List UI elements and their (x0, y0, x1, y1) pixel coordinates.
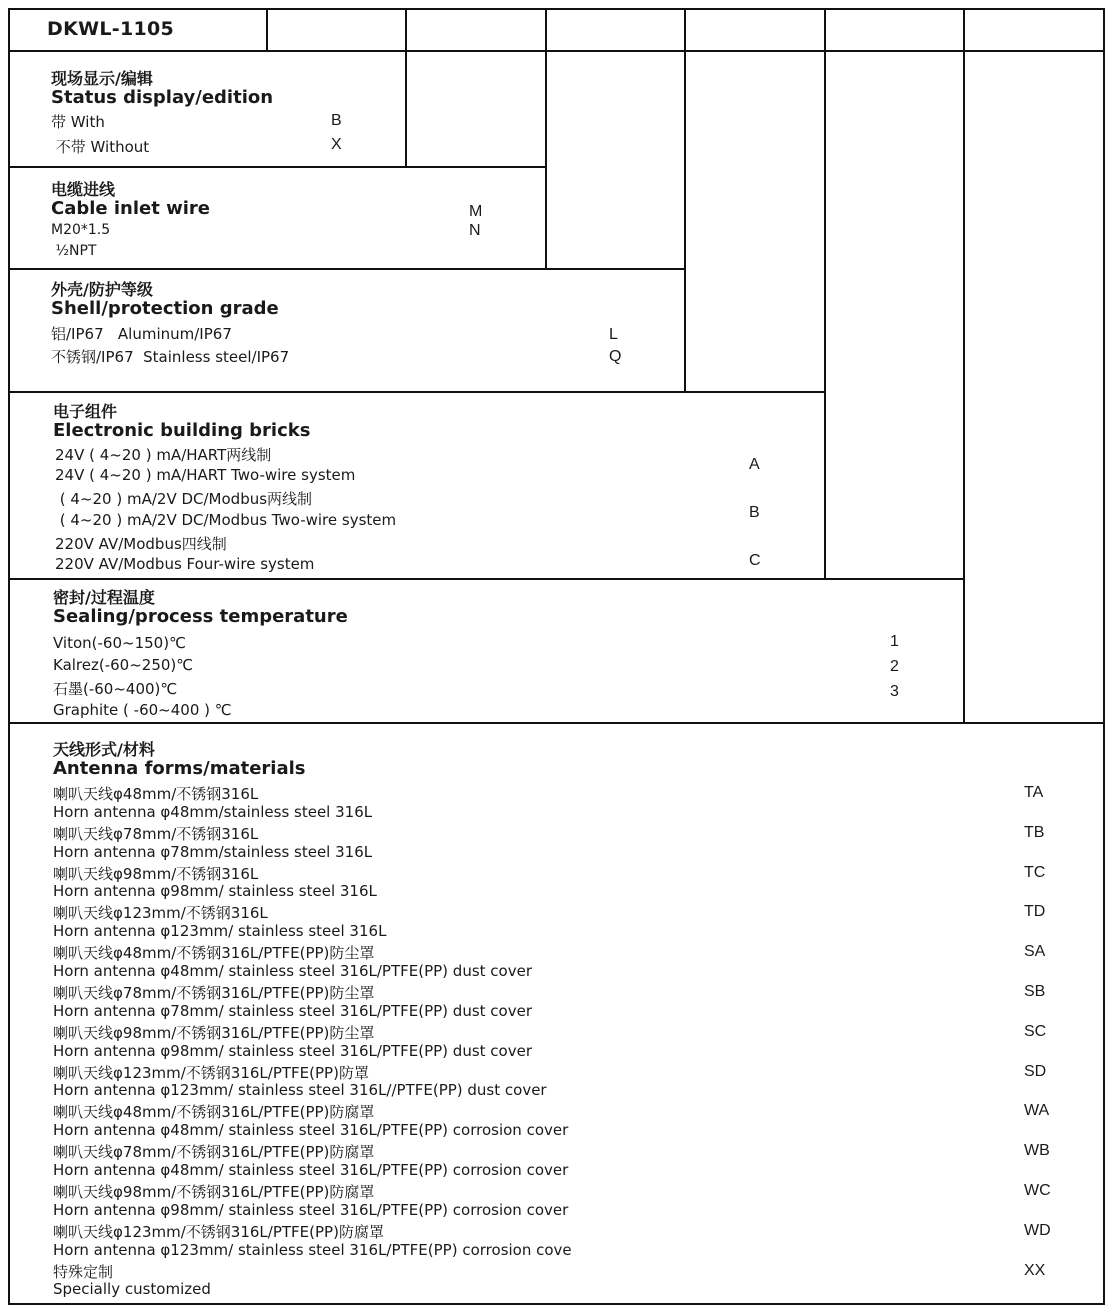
option-label: 带 With (51, 113, 105, 131)
antenna-option-zh: 喇叭天线φ123mm/不锈钢316L (53, 904, 268, 923)
option-code: 2 (890, 658, 899, 675)
option-code: M (469, 203, 483, 220)
antenna-option-en: Horn antenna φ78mm/ stainless steel 316L/PTFE(PP) dust cover (53, 1001, 532, 1020)
option-line: Kalrez(-60~250)℃ (53, 656, 194, 674)
antenna-option-en: Horn antenna φ123mm/ stainless steel 316L (53, 922, 387, 941)
grid-line (824, 8, 826, 580)
option-line: 24V ( 4~20 ) mA/HART Two-wire system (55, 466, 356, 484)
antenna-option-en: Specially customized (53, 1280, 211, 1299)
grid-line (8, 8, 1105, 10)
antenna-option-zh: 喇叭天线φ98mm/不锈钢316L (53, 864, 259, 883)
option-label: 铝/IP67 Aluminum/IP67 (51, 325, 232, 343)
option-label: ½NPT (51, 243, 97, 259)
antenna-option-en: Horn antenna φ48mm/stainless steel 316L (53, 802, 373, 821)
antenna-option-zh: 喇叭天线φ48mm/不锈钢316L/PTFE(PP)防尘罩 (53, 944, 375, 963)
antenna-option-zh: 特殊定制 (53, 1262, 114, 1281)
section-title-zh: 天线形式/材料 (53, 740, 155, 759)
antenna-option-code: TB (1024, 823, 1045, 841)
option-code: B (331, 112, 342, 129)
section-title-zh: 外壳/防护等级 (51, 280, 153, 299)
option-label: M20*1.5 (51, 222, 111, 238)
antenna-option-code: WD (1024, 1221, 1051, 1239)
antenna-option-en: Horn antenna φ98mm/ stainless steel 316L/PTFE(PP) dust cover (53, 1041, 532, 1060)
antenna-option-code: SD (1024, 1062, 1047, 1080)
option-code: Q (609, 348, 622, 365)
option-code: X (331, 136, 342, 153)
antenna-option-en: Horn antenna φ48mm/ stainless steel 316L/PTFE(PP) corrosion cover (53, 1121, 569, 1140)
antenna-option-code: WA (1024, 1102, 1050, 1120)
grid-line (684, 8, 686, 393)
antenna-option-zh: 喇叭天线φ98mm/不锈钢316L/PTFE(PP)防尘罩 (53, 1023, 375, 1042)
option-line: ( 4~20 ) mA/2V DC/Modbus Two-wire system (55, 511, 397, 529)
grid-line (266, 8, 268, 51)
option-line: 24V ( 4~20 ) mA/HART两线制 (55, 446, 272, 464)
antenna-option-code: SA (1024, 943, 1046, 961)
antenna-option-zh: 喇叭天线φ78mm/不锈钢316L/PTFE(PP)防尘罩 (53, 984, 375, 1002)
antenna-option-zh: 喇叭天线φ78mm/不锈钢316L (53, 824, 259, 843)
antenna-option-code: WB (1024, 1142, 1050, 1160)
grid-line (405, 8, 407, 168)
option-code: 3 (890, 683, 899, 700)
option-code: L (609, 326, 618, 343)
option-code: N (469, 222, 481, 239)
option-line: Graphite ( -60~400 ) ℃ (53, 701, 232, 719)
grid-line (8, 578, 965, 580)
section-title-en: Antenna forms/materials (53, 758, 306, 779)
antenna-option-zh: 喇叭天线φ78mm/不锈钢316L/PTFE(PP)防腐罩 (53, 1143, 375, 1162)
option-label: 不锈钢/IP67 Stainless steel/IP67 (51, 348, 290, 366)
grid-line (8, 8, 10, 1305)
option-code: A (749, 456, 760, 473)
model-number: DKWL-1105 (47, 18, 175, 40)
section-title-en: Status display/edition (51, 87, 274, 108)
section-title-zh: 电缆进线 (51, 180, 116, 199)
grid-line (545, 8, 547, 270)
section-title-en: Cable inlet wire (51, 198, 211, 219)
option-code: C (749, 552, 761, 569)
section-title-en: Electronic building bricks (53, 420, 311, 441)
section-title-zh: 电子组件 (53, 402, 118, 421)
antenna-option-zh: 喇叭天线φ48mm/不锈钢316L (53, 785, 259, 803)
antenna-option-zh: 喇叭天线φ123mm/不锈钢316L/PTFE(PP)防罩 (53, 1063, 369, 1082)
antenna-option-code: SC (1024, 1022, 1047, 1040)
grid-line (8, 391, 826, 393)
antenna-option-code: WC (1024, 1182, 1051, 1199)
option-code: 1 (890, 633, 899, 650)
section-title-en: Shell/protection grade (51, 298, 279, 319)
antenna-option-en: Horn antenna φ98mm/ stainless steel 316L (53, 882, 377, 901)
option-label: 不带 Without (51, 138, 150, 156)
antenna-option-en: Horn antenna φ78mm/stainless steel 316L (53, 842, 373, 861)
option-line: 220V AV/Modbus Four-wire system (55, 555, 315, 573)
section-title-zh: 现场显示/编辑 (51, 69, 153, 88)
antenna-option-en: Horn antenna φ123mm/ stainless steel 316L//PTFE(PP) dust cover (53, 1081, 547, 1100)
antenna-option-en: Horn antenna φ48mm/ stainless steel 316L/PTFE(PP) dust cover (53, 962, 532, 980)
grid-line (1103, 8, 1105, 1305)
antenna-option-zh: 喇叭天线φ98mm/不锈钢316L/PTFE(PP)防腐罩 (53, 1183, 375, 1201)
grid-line (8, 1303, 1105, 1305)
antenna-option-zh: 喇叭天线φ48mm/不锈钢316L/PTFE(PP)防腐罩 (53, 1103, 375, 1122)
antenna-option-en: Horn antenna φ123mm/ stainless steel 316L/PTFE(PP) corrosion cove (53, 1240, 572, 1259)
grid-line (8, 268, 686, 270)
antenna-option-code: XX (1024, 1261, 1046, 1279)
grid-line (8, 722, 1105, 724)
antenna-option-code: TC (1024, 863, 1046, 881)
antenna-option-code: SB (1024, 983, 1046, 1000)
grid-line (8, 50, 1105, 52)
grid-line (8, 166, 547, 168)
option-line: Viton(-60~150)℃ (53, 634, 186, 652)
grid-line (963, 8, 965, 724)
option-line: ( 4~20 ) mA/2V DC/Modbus两线制 (55, 490, 313, 508)
section-title-en: Sealing/process temperature (53, 606, 348, 627)
option-line: 石墨(-60~400)℃ (53, 680, 178, 698)
antenna-option-en: Horn antenna φ98mm/ stainless steel 316L/PTFE(PP) corrosion cover (53, 1200, 569, 1219)
antenna-option-en: Horn antenna φ48mm/ stainless steel 316L/PTFE(PP) corrosion cover (53, 1161, 569, 1179)
section-title-zh: 密封/过程温度 (53, 588, 155, 607)
antenna-option-code: TA (1024, 784, 1044, 801)
antenna-option-zh: 喇叭天线φ123mm/不锈钢316L/PTFE(PP)防腐罩 (53, 1222, 384, 1241)
option-line: 220V AV/Modbus四线制 (55, 535, 227, 553)
antenna-option-code: TD (1024, 903, 1046, 921)
option-code: B (749, 504, 760, 521)
